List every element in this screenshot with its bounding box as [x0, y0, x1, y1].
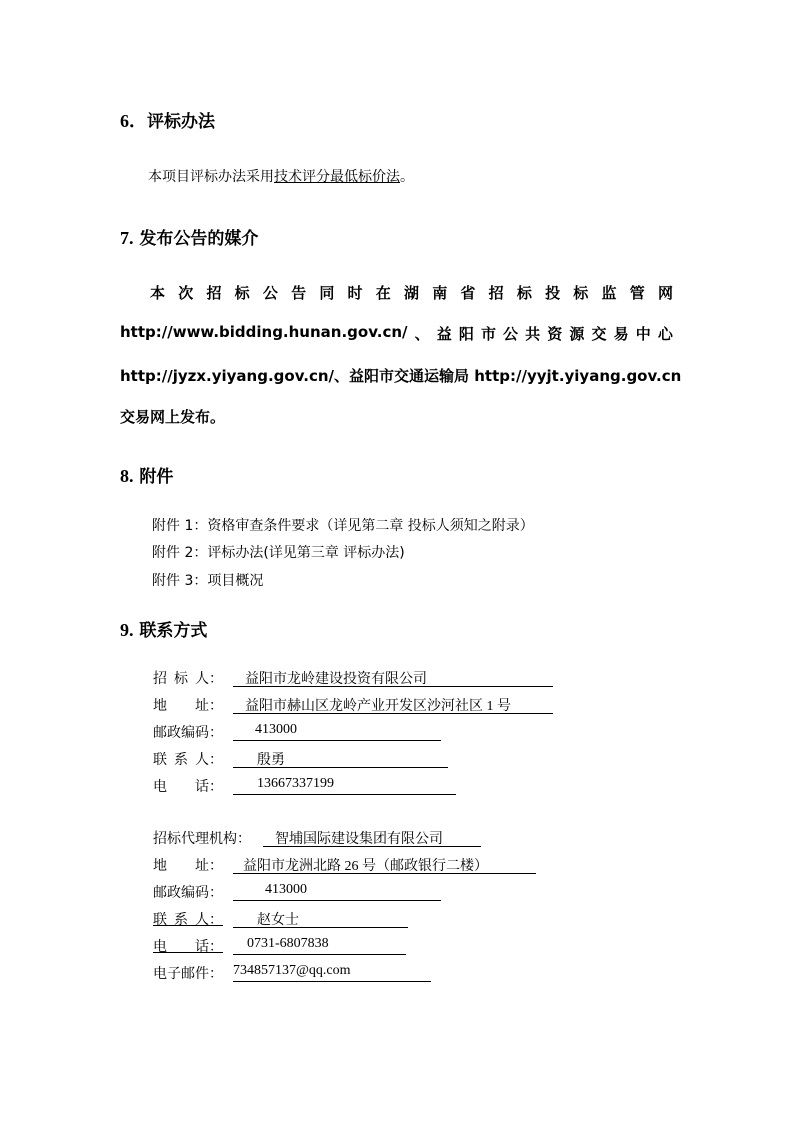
agency-address-label: 地 址：: [153, 859, 223, 874]
attachment-3: 附件 3：项目概况: [152, 573, 264, 589]
bidding-url: http://www.bidding.hunan.gov.cn/: [120, 323, 408, 341]
tenderer-name-label: 招 标 人：: [153, 672, 223, 687]
section-7-line-4: 交易网上发布。: [120, 408, 226, 426]
section-9-number: 9.: [120, 620, 134, 640]
agency-postcode-label: 邮政编码：: [153, 886, 223, 901]
char: 在: [375, 284, 391, 302]
char: 易: [613, 325, 629, 343]
char: 投: [545, 284, 561, 302]
char: 管: [629, 284, 645, 302]
agency-contact-value: 赵女士: [233, 909, 408, 928]
char: 阳: [458, 325, 474, 343]
char: 心: [657, 325, 673, 343]
char: 招: [206, 284, 222, 302]
section-9-title: 联系方式: [139, 621, 208, 641]
agency-name-value: 智埔国际建设集团有限公司: [263, 828, 481, 847]
section-7-number: 7.: [120, 228, 134, 248]
section-7-line-1: [150, 282, 673, 303]
char: 时: [347, 284, 363, 302]
char: 网: [657, 284, 673, 302]
tenderer-name-value: 益阳市龙岭建设投资有限公司: [233, 668, 553, 687]
section-7-line-3: http://jyzx.yiyang.gov.cn/、益阳市交通运输局 http://yyjt.yiyang.gov.cn: [120, 367, 682, 385]
section-6-title: 评标办法: [147, 112, 215, 132]
char: 标: [516, 284, 532, 302]
section-6-text-pre: 本项目评标办法采用: [148, 169, 274, 185]
section-6-number: 6．: [120, 111, 147, 131]
tenderer-address-value: 益阳市赫山区龙岭产业开发区沙河社区 1 号: [233, 695, 553, 714]
section-6-text: [148, 166, 414, 186]
tenderer-postcode-value: 413000: [233, 722, 441, 741]
evaluation-method: 技术评分最低标价法: [274, 169, 400, 185]
char: 公: [262, 284, 278, 302]
agency-phone-value: 0731-6807838: [233, 936, 406, 955]
char: 资: [547, 325, 563, 343]
section-6-text-post: 。: [400, 169, 414, 185]
attachment-1: 附件 1：资格审查条件要求（详见第二章 投标人须知之附录）: [152, 518, 534, 534]
char: 湖: [403, 284, 419, 302]
char: 告: [291, 284, 307, 302]
tenderer-contact-value: 殷勇: [233, 749, 448, 768]
char: 市: [480, 325, 496, 343]
section-7-title: 发布公告的媒介: [139, 229, 259, 249]
char: 共: [525, 325, 541, 343]
attachment-2: 附件 2：评标办法(详见第三章 评标办法): [152, 545, 405, 561]
agency-contact-label: 联 系 人：: [153, 913, 223, 928]
tenderer-postcode-label: 邮政编码：: [153, 726, 223, 741]
section-7-heading: [120, 224, 258, 249]
char: 本: [150, 284, 166, 302]
section-7-line-2: [120, 323, 673, 344]
char: 省: [460, 284, 476, 302]
agency-postcode-value: 413000: [233, 882, 441, 901]
char: 南: [432, 284, 448, 302]
section-9-heading: [120, 616, 207, 641]
agency-phone-label: 电 话：: [153, 940, 223, 955]
char: 招: [488, 284, 504, 302]
tenderer-phone-label: 电 话：: [153, 780, 223, 795]
section-8-number: 8.: [120, 466, 134, 486]
char: 次: [178, 284, 194, 302]
section-8-heading: [120, 462, 173, 487]
char: 监: [601, 284, 617, 302]
char: 标: [573, 284, 589, 302]
agency-email-label: 电子邮件：: [153, 967, 223, 982]
char: 中: [635, 325, 651, 343]
char: 公: [503, 325, 519, 343]
char: 益: [436, 325, 452, 343]
char: 、: [414, 325, 430, 343]
section-6-heading: [120, 107, 215, 133]
tenderer-phone-value: 13667337199: [233, 776, 456, 795]
char: 标: [234, 284, 250, 302]
char: 交: [591, 325, 607, 343]
section-8-title: 附件: [139, 467, 174, 487]
char: 同: [319, 284, 335, 302]
tenderer-contact-label: 联 系 人：: [153, 753, 223, 768]
char: 源: [569, 325, 585, 343]
agency-name-label: 招标代理机构：: [153, 832, 251, 847]
agency-email-value: 734857137@qq.com: [233, 963, 431, 982]
agency-address-value: 益阳市龙洲北路 26 号（邮政银行二楼）: [233, 855, 536, 874]
tenderer-address-label: 地 址：: [153, 699, 223, 714]
